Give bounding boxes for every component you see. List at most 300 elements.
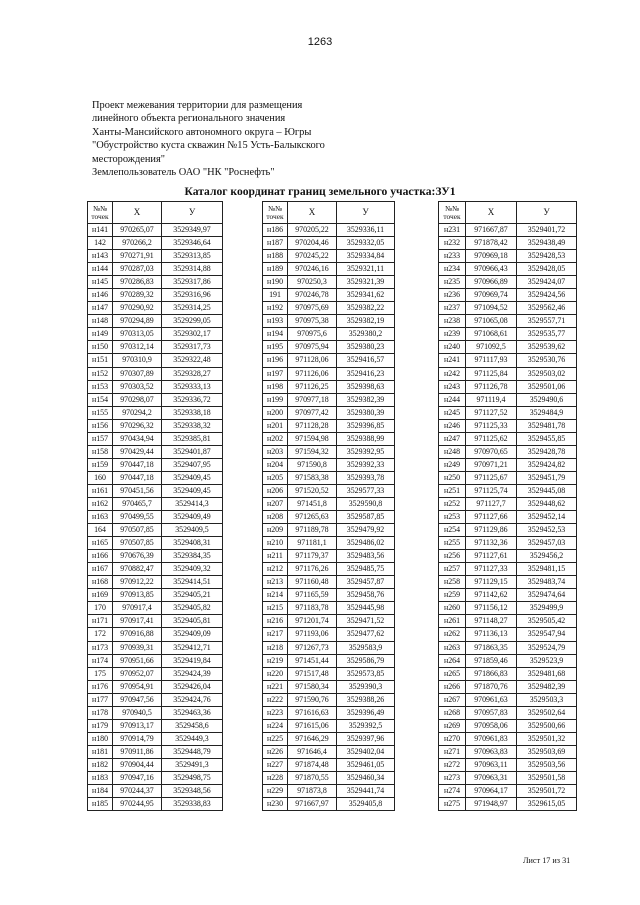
y-coordinate-cell: 3529484,9 (517, 406, 577, 419)
y-coordinate-cell: 3529416,23 (337, 367, 395, 380)
table-row (263, 393, 395, 406)
x-coordinate-cell: 970287,03 (113, 263, 162, 276)
point-id-cell: н153 (88, 380, 113, 393)
x-coordinate-cell: 970266,2 (113, 237, 162, 250)
y-coordinate-cell: 3529314,25 (162, 302, 223, 315)
table-row (263, 641, 395, 654)
x-coordinate-cell: 971646,4 (288, 745, 337, 758)
table-row (439, 524, 577, 537)
table-row (439, 693, 577, 706)
table-row (88, 432, 223, 445)
point-id-cell: н187 (263, 237, 288, 250)
table-row (88, 771, 223, 784)
x-coordinate-cell: 970244,95 (113, 798, 162, 811)
x-coordinate-cell: 970954,91 (113, 680, 162, 693)
table-row (88, 276, 223, 289)
x-coordinate-cell: 970447,18 (113, 458, 162, 471)
point-id-cell: н215 (263, 602, 288, 615)
point-id-cell: н150 (88, 341, 113, 354)
y-coordinate-cell: 3529405,21 (162, 589, 223, 602)
x-coordinate-cell: 970951,66 (113, 654, 162, 667)
point-id-cell: н180 (88, 732, 113, 745)
y-coordinate-cell: 3529503,56 (517, 758, 577, 771)
x-coordinate-cell: 970969,18 (466, 250, 517, 263)
table-row (263, 719, 395, 732)
point-id-cell: н193 (263, 315, 288, 328)
header-line: Ханты-Мансийского автономного округа – Югры (92, 126, 312, 138)
x-coordinate-cell: 970451,56 (113, 484, 162, 497)
y-coordinate-cell: 3529463,36 (162, 706, 223, 719)
table-row (263, 315, 395, 328)
table-row (439, 471, 577, 484)
y-coordinate-cell: 3529449,3 (162, 732, 223, 745)
y-coordinate-cell: 3529348,56 (162, 785, 223, 798)
table-row (88, 341, 223, 354)
y-coordinate-cell: 3529424,82 (517, 458, 577, 471)
y-coordinate-cell: 3529474,64 (517, 589, 577, 602)
table-row (263, 732, 395, 745)
x-coordinate-cell: 970303,52 (113, 380, 162, 393)
point-id-cell: н158 (88, 445, 113, 458)
x-coordinate-cell: 971125,74 (466, 484, 517, 497)
table-row (263, 237, 395, 250)
x-coordinate-cell: 971615,06 (288, 719, 337, 732)
y-coordinate-cell: 3529409,49 (162, 511, 223, 524)
coordinates-table-1 (87, 201, 223, 811)
point-id-cell: н223 (263, 706, 288, 719)
y-coordinate-cell: 3529419,84 (162, 654, 223, 667)
y-coordinate-cell: 3529438,49 (517, 237, 577, 250)
y-coordinate-cell: 3529385,81 (162, 432, 223, 445)
y-coordinate-cell: 3529382,22 (337, 302, 395, 315)
point-id-cell: н203 (263, 445, 288, 458)
y-coordinate-cell: 3529336,11 (337, 224, 395, 237)
table-row (263, 628, 395, 641)
point-id-cell: н204 (263, 458, 288, 471)
table-row (439, 785, 577, 798)
point-id-cell: н143 (88, 250, 113, 263)
x-coordinate-cell: 971119,4 (466, 393, 517, 406)
table-row (88, 458, 223, 471)
point-id-cell: н182 (88, 758, 113, 771)
point-id-cell: н195 (263, 341, 288, 354)
point-id-cell: н251 (439, 484, 466, 497)
table-row (263, 654, 395, 667)
y-coordinate-cell: 3529336,72 (162, 393, 223, 406)
y-coordinate-cell: 3529547,94 (517, 628, 577, 641)
table-row (439, 458, 577, 471)
table-row (439, 615, 577, 628)
x-coordinate-cell: 971125,33 (466, 419, 517, 432)
point-id-cell: н219 (263, 654, 288, 667)
y-coordinate-cell: 3529322,48 (162, 354, 223, 367)
point-id-cell: н145 (88, 276, 113, 289)
x-coordinate-cell: 971142,62 (466, 589, 517, 602)
x-coordinate-cell: 970294,2 (113, 406, 162, 419)
x-coordinate-cell: 971125,62 (466, 432, 517, 445)
point-id-cell: н259 (439, 589, 466, 602)
table-row (263, 550, 395, 563)
point-id-cell: н237 (439, 302, 466, 315)
y-coordinate-cell: 3529392,33 (337, 458, 395, 471)
y-coordinate-cell: 3529483,74 (517, 576, 577, 589)
document-header (92, 99, 412, 179)
x-coordinate-cell: 970917,4 (113, 602, 162, 615)
x-coordinate-cell: 970911,86 (113, 745, 162, 758)
y-coordinate-cell: 3529380,23 (337, 341, 395, 354)
point-id-cell: н218 (263, 641, 288, 654)
table-row (88, 706, 223, 719)
table-row (439, 732, 577, 745)
x-coordinate-cell: 971451,44 (288, 654, 337, 667)
y-coordinate-cell: 3529573,85 (337, 667, 395, 680)
point-id-cell: н202 (263, 432, 288, 445)
y-coordinate-cell: 3529414,3 (162, 497, 223, 510)
x-coordinate-cell: 971859,46 (466, 654, 517, 667)
y-coordinate-cell: 3529428,78 (517, 445, 577, 458)
y-coordinate-cell: 3529384,35 (162, 550, 223, 563)
table-row (439, 628, 577, 641)
y-coordinate-cell: 3529382,39 (337, 393, 395, 406)
y-coordinate-cell: 3529460,34 (337, 771, 395, 784)
point-id-cell: н273 (439, 771, 466, 784)
table-row (263, 497, 395, 510)
x-coordinate-cell: 971667,97 (288, 798, 337, 811)
y-coordinate-cell: 3529398,63 (337, 380, 395, 393)
point-id-cell: н166 (88, 550, 113, 563)
point-id-cell: н254 (439, 524, 466, 537)
table-row (439, 302, 577, 315)
x-coordinate-cell: 970298,07 (113, 393, 162, 406)
table-row (439, 445, 577, 458)
table-row (88, 563, 223, 576)
x-coordinate-cell: 970434,94 (113, 432, 162, 445)
table-row (263, 563, 395, 576)
y-coordinate-cell: 3529390,3 (337, 680, 395, 693)
point-id-cell: н147 (88, 302, 113, 315)
table-row (88, 328, 223, 341)
table-row (88, 602, 223, 615)
table-row (439, 419, 577, 432)
x-coordinate-cell: 970940,5 (113, 706, 162, 719)
table-row (263, 667, 395, 680)
y-coordinate-cell: 3529409,32 (162, 563, 223, 576)
y-coordinate-cell: 3529393,78 (337, 471, 395, 484)
x-coordinate-cell: 970246,78 (288, 289, 337, 302)
point-id-cell: 160 (88, 471, 113, 484)
point-id-cell: н262 (439, 628, 466, 641)
point-id-cell: н274 (439, 785, 466, 798)
y-coordinate-cell: 3529424,39 (162, 667, 223, 680)
sheet-counter: Лист 17 из 31 (523, 856, 571, 865)
table-row (263, 693, 395, 706)
y-coordinate-cell: 3529380,39 (337, 406, 395, 419)
table-row (88, 745, 223, 758)
y-coordinate-cell: 3529458,76 (337, 589, 395, 602)
point-id-cell: н272 (439, 758, 466, 771)
y-coordinate-cell: 3529502,64 (517, 706, 577, 719)
x-coordinate-cell: 971590,76 (288, 693, 337, 706)
point-id-cell: н178 (88, 706, 113, 719)
table-row (88, 511, 223, 524)
y-coordinate-cell: 3529428,53 (517, 250, 577, 263)
table-row (88, 302, 223, 315)
x-coordinate-cell: 970963,31 (466, 771, 517, 784)
y-coordinate-cell: 3529490,6 (517, 393, 577, 406)
x-coordinate-cell: 970882,47 (113, 563, 162, 576)
table-row (263, 537, 395, 550)
table-row (439, 641, 577, 654)
point-id-cell: н206 (263, 484, 288, 497)
point-id-cell: н256 (439, 550, 466, 563)
x-coordinate-cell: 970963,83 (466, 745, 517, 758)
point-id-cell: н270 (439, 732, 466, 745)
x-coordinate-cell: 970939,31 (113, 641, 162, 654)
x-coordinate-cell: 971267,73 (288, 641, 337, 654)
table-row (88, 289, 223, 302)
table-row (88, 471, 223, 484)
x-coordinate-cell: 970289,32 (113, 289, 162, 302)
y-coordinate-cell: 3529505,42 (517, 615, 577, 628)
x-coordinate-cell: 970957,83 (466, 706, 517, 719)
table-row (439, 315, 577, 328)
x-coordinate-cell: 970975,38 (288, 315, 337, 328)
table-row (263, 419, 395, 432)
point-id-cell: н184 (88, 785, 113, 798)
x-coordinate-cell: 971517,48 (288, 667, 337, 680)
x-coordinate-cell: 970245,22 (288, 250, 337, 263)
table-row (263, 432, 395, 445)
point-column-header (439, 202, 466, 224)
y-coordinate-cell: 3529424,56 (517, 289, 577, 302)
point-id-cell: н233 (439, 250, 466, 263)
point-id-cell: н208 (263, 511, 288, 524)
y-coordinate-cell: 3529299,05 (162, 315, 223, 328)
point-id-cell: н154 (88, 393, 113, 406)
y-coordinate-cell: 3529577,33 (337, 484, 395, 497)
y-coordinate-cell: 3529392,95 (337, 445, 395, 458)
x-coordinate-cell: 970952,07 (113, 667, 162, 680)
y-coordinate-cell: 3529405,82 (162, 602, 223, 615)
y-coordinate-cell: 3529562,46 (517, 302, 577, 315)
y-coordinate-cell: 3529317,73 (162, 341, 223, 354)
point-header-line2: точек (266, 211, 284, 221)
point-column-header (263, 202, 288, 224)
point-id-cell: н228 (263, 771, 288, 784)
x-coordinate-cell: 970250,3 (288, 276, 337, 289)
point-id-cell: н201 (263, 419, 288, 432)
table-row (439, 484, 577, 497)
y-coordinate-cell: 3529452,53 (517, 524, 577, 537)
y-coordinate-cell: 3529523,9 (517, 654, 577, 667)
y-coordinate-cell: 3529409,45 (162, 471, 223, 484)
point-id-cell: н212 (263, 563, 288, 576)
table-row (439, 706, 577, 719)
table-row (439, 550, 577, 563)
table-row (263, 524, 395, 537)
y-coordinate-cell: 3529587,85 (337, 511, 395, 524)
table-row (439, 680, 577, 693)
point-id-cell: н241 (439, 354, 466, 367)
table-row (88, 354, 223, 367)
point-id-cell: н169 (88, 589, 113, 602)
table-row (439, 276, 577, 289)
table-row (263, 680, 395, 693)
y-coordinate-cell: 3529333,13 (162, 380, 223, 393)
table-row (88, 654, 223, 667)
x-coordinate-cell: 970296,32 (113, 419, 162, 432)
x-coordinate-cell: 971125,67 (466, 471, 517, 484)
x-coordinate-cell: 971590,8 (288, 458, 337, 471)
table-row (88, 641, 223, 654)
y-coordinate-cell: 3529401,72 (517, 224, 577, 237)
y-coordinate-cell: 3529321,11 (337, 263, 395, 276)
table-row (88, 445, 223, 458)
point-id-cell: н252 (439, 497, 466, 510)
table-row (439, 289, 577, 302)
point-id-cell: н275 (439, 798, 466, 811)
table-row (263, 589, 395, 602)
x-coordinate-cell: 970966,43 (466, 263, 517, 276)
y-coordinate-cell: 3529483,56 (337, 550, 395, 563)
x-coordinate-cell: 970947,16 (113, 771, 162, 784)
x-coordinate-cell: 971129,15 (466, 576, 517, 589)
point-id-cell: 175 (88, 667, 113, 680)
point-header-line2: точек (443, 211, 461, 221)
y-coordinate-cell: 3529341,62 (337, 289, 395, 302)
x-coordinate-cell: 971156,12 (466, 602, 517, 615)
table-row (88, 237, 223, 250)
table-row (88, 758, 223, 771)
x-coordinate-cell: 970969,74 (466, 289, 517, 302)
point-id-cell: н263 (439, 641, 466, 654)
y-coordinate-cell: 3529405,8 (337, 798, 395, 811)
page-number: 1263 (307, 36, 333, 48)
table-row (439, 367, 577, 380)
header-line: линейного объекта регионального значения (92, 113, 286, 125)
x-coordinate-cell: 971583,38 (288, 471, 337, 484)
y-coordinate-cell: 3529445,98 (337, 602, 395, 615)
x-coordinate-cell: 970204,46 (288, 237, 337, 250)
x-coordinate-cell: 971126,25 (288, 380, 337, 393)
point-id-cell: н192 (263, 302, 288, 315)
y-coordinate-cell: 3529501,58 (517, 771, 577, 784)
x-coordinate-cell: 970970,65 (466, 445, 517, 458)
y-coordinate-cell: 3529448,62 (517, 497, 577, 510)
point-id-cell: н213 (263, 576, 288, 589)
point-id-cell: н236 (439, 289, 466, 302)
point-id-cell: н190 (263, 276, 288, 289)
point-id-cell: н253 (439, 511, 466, 524)
x-coordinate-cell: 970246,16 (288, 263, 337, 276)
table-row (88, 785, 223, 798)
y-coordinate-cell: 3529441,74 (337, 785, 395, 798)
point-id-cell: н216 (263, 615, 288, 628)
point-id-cell: н231 (439, 224, 466, 237)
table-row (88, 537, 223, 550)
table-row (439, 341, 577, 354)
table-row (88, 224, 223, 237)
x-coordinate-cell: 971128,06 (288, 354, 337, 367)
x-coordinate-cell: 970916,88 (113, 628, 162, 641)
x-coordinate-cell: 971873,8 (288, 785, 337, 798)
point-id-cell: н144 (88, 263, 113, 276)
x-coordinate-cell: 971265,63 (288, 511, 337, 524)
y-coordinate-cell: 3529448,79 (162, 745, 223, 758)
point-id-cell: н149 (88, 328, 113, 341)
point-id-cell: н194 (263, 328, 288, 341)
table-row (439, 798, 577, 811)
y-coordinate-cell: 3529530,76 (517, 354, 577, 367)
point-id-cell: 170 (88, 602, 113, 615)
x-coordinate-cell: 970947,56 (113, 693, 162, 706)
y-coordinate-cell: 3529499,9 (517, 602, 577, 615)
point-id-cell: н222 (263, 693, 288, 706)
y-coordinate-cell: 3529501,32 (517, 732, 577, 745)
point-id-cell: н221 (263, 680, 288, 693)
x-coordinate-cell: 971451,8 (288, 497, 337, 510)
point-id-cell: н229 (263, 785, 288, 798)
table-row (88, 380, 223, 393)
table-row (263, 602, 395, 615)
point-header-line1: №№ (267, 203, 283, 213)
point-id-cell: н226 (263, 745, 288, 758)
point-id-cell: н176 (88, 680, 113, 693)
point-id-cell: 164 (88, 524, 113, 537)
x-coordinate-cell: 970312,14 (113, 341, 162, 354)
y-coordinate-cell: 3529408,31 (162, 537, 223, 550)
table-row (439, 654, 577, 667)
x-coordinate-cell: 970958,06 (466, 719, 517, 732)
x-coordinate-cell: 970961,63 (466, 693, 517, 706)
table-row (88, 315, 223, 328)
header-line: Землепользователь ОАО "НК "Роснефть" (92, 167, 275, 179)
header-line: Проект межевания территории для размещения (92, 100, 303, 111)
x-coordinate-cell: 970507,85 (113, 524, 162, 537)
x-coordinate-cell: 970975,6 (288, 328, 337, 341)
point-id-cell: н173 (88, 641, 113, 654)
y-coordinate-cell: 3529401,87 (162, 445, 223, 458)
y-coordinate-cell: 3529501,72 (517, 785, 577, 798)
y-coordinate-cell: 3529481,78 (517, 419, 577, 432)
table-row (88, 680, 223, 693)
x-coordinate-cell: 971160,48 (288, 576, 337, 589)
y-coordinate-cell: 3529380,2 (337, 328, 395, 341)
x-coordinate-cell: 971179,37 (288, 550, 337, 563)
point-header-line2: точек (91, 211, 109, 221)
y-coordinate-cell: 3529557,71 (517, 315, 577, 328)
y-coordinate-cell: 3529539,62 (517, 341, 577, 354)
x-coordinate-cell: 971189,78 (288, 524, 337, 537)
x-coordinate-cell: 971181,1 (288, 537, 337, 550)
point-id-cell: н258 (439, 576, 466, 589)
y-coordinate-cell: 3529302,17 (162, 328, 223, 341)
point-id-cell: н234 (439, 263, 466, 276)
x-coordinate-cell: 971126,78 (466, 380, 517, 393)
table-row (439, 406, 577, 419)
point-id-cell: н257 (439, 563, 466, 576)
table-row (439, 224, 577, 237)
y-column-header: У (337, 202, 395, 224)
catalog-title: Каталог координат границ земельного участка:ЗУ1 (184, 185, 456, 198)
point-id-cell: н157 (88, 432, 113, 445)
x-coordinate-cell: 971863,35 (466, 641, 517, 654)
point-id-cell: н205 (263, 471, 288, 484)
y-coordinate-cell: 3529424,76 (162, 693, 223, 706)
y-coordinate-cell: 3529314,88 (162, 263, 223, 276)
point-id-cell: н235 (439, 276, 466, 289)
table-row (88, 550, 223, 563)
